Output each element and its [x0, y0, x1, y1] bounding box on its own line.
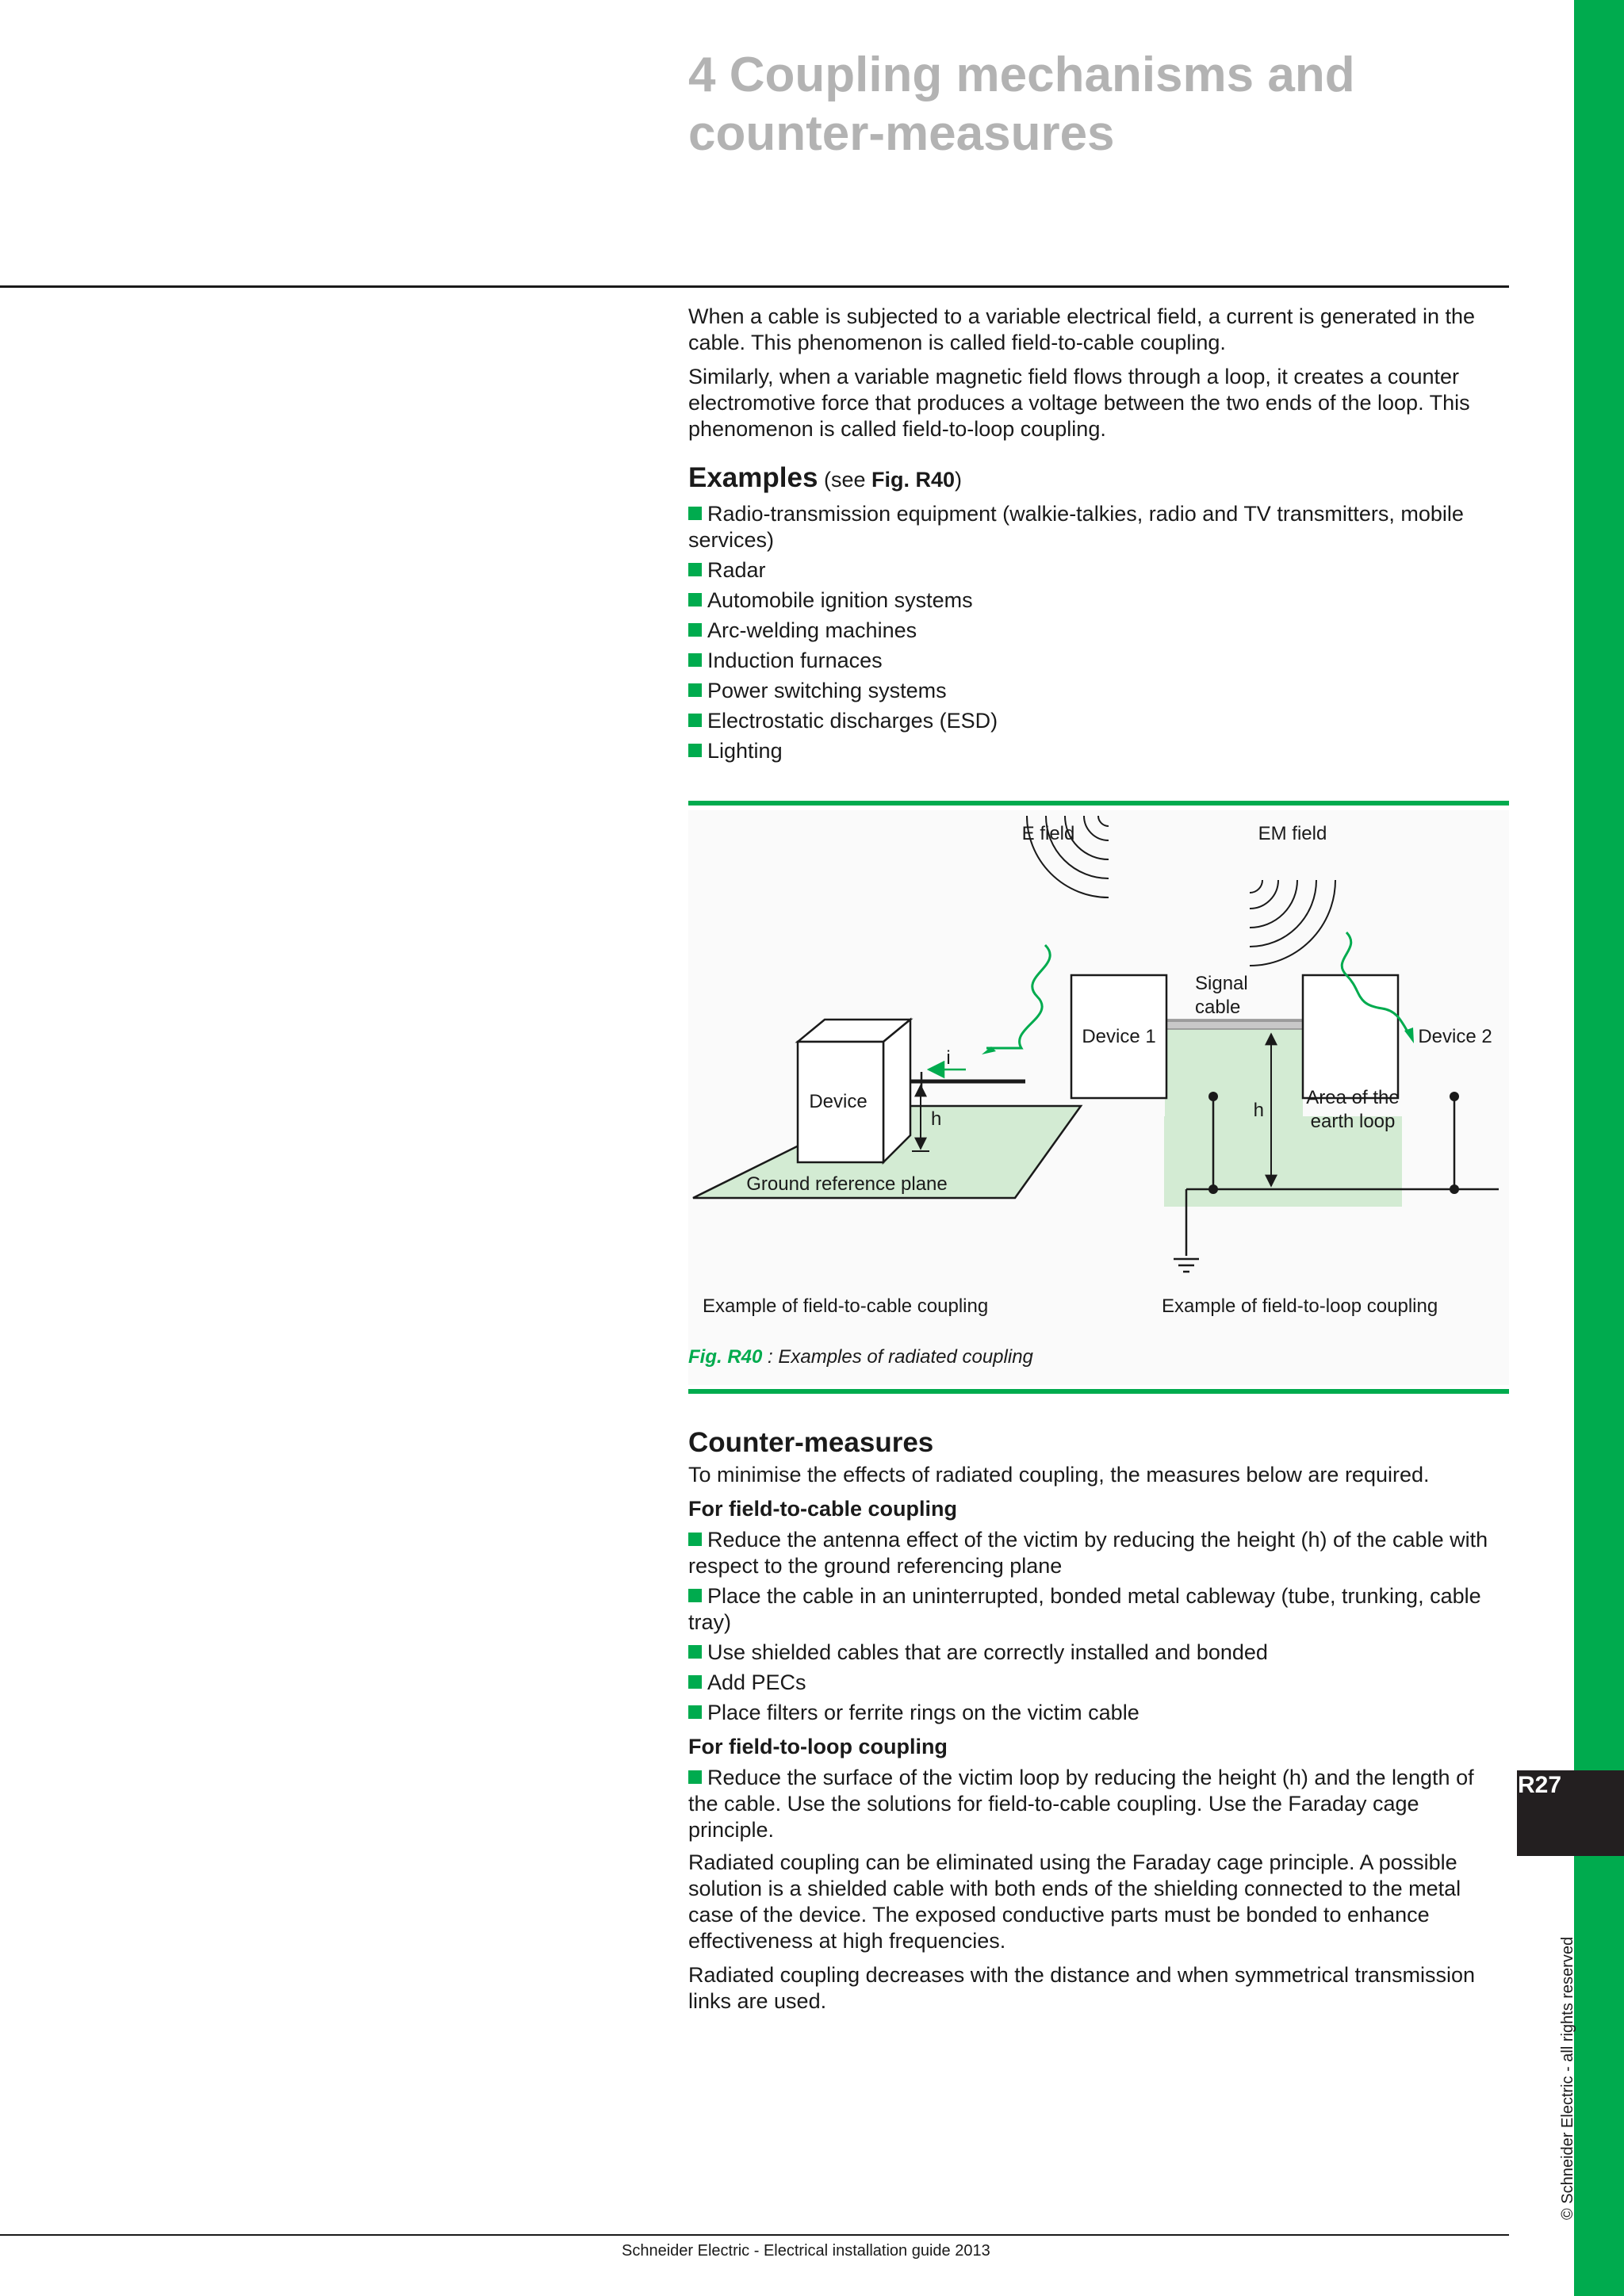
device-2-box	[1303, 975, 1398, 1098]
cable-coupling-heading: For field-to-cable coupling	[688, 1497, 957, 1521]
list-item-text: Place filters or ferrite rings on the victim cable	[707, 1701, 1139, 1724]
list-item-text: Induction furnaces	[707, 649, 883, 672]
ground-plane-label: Ground reference plane	[746, 1173, 948, 1195]
list-item	[688, 1670, 1509, 1696]
list-item	[688, 1700, 1509, 1726]
figure-top-rule	[688, 801, 1509, 806]
loop-fill-upper	[1165, 1029, 1303, 1039]
list-item	[688, 648, 1509, 674]
list-item-text: Electrostatic discharges (ESD)	[707, 709, 998, 733]
list-item	[688, 738, 1509, 764]
bullet-square-icon	[688, 1645, 702, 1659]
junction-dot	[1450, 1092, 1459, 1101]
radiation-arrow	[986, 945, 1050, 1048]
header-rule	[0, 285, 1509, 288]
list-item	[688, 678, 1509, 704]
countermeasures-section	[688, 1429, 1509, 2022]
height-label: h	[931, 1108, 942, 1130]
countermeasures-intro: To minimise the effects of radiated coupling, the measures below are required.	[688, 1463, 1430, 1487]
area-label-1: Area of the	[1306, 1087, 1400, 1108]
examples-ref-prefix: (see	[823, 468, 871, 492]
intro-paragraph-1: When a cable is subjected to a variable electrical field, a current is generated in the cable. This phenomenon is called field-to-cable coupling.	[688, 304, 1476, 354]
list-item-text: Reduce the surface of the victim loop by reducing the height (h) and the length of the cable. Use the solutions for field-to-cable coupling. Use the Faraday cage principle.	[688, 1766, 1474, 1842]
page-number-tab	[1517, 1770, 1624, 1856]
list-item-text: Use shielded cables that are correctly installed and bonded	[707, 1640, 1268, 1664]
examples-title: Examples	[688, 462, 818, 493]
bullet-square-icon	[688, 744, 702, 757]
intro-paragraph-2: Similarly, when a variable magnetic field flows through a loop, it creates a counter electromotive force that produces a voltage between the two ends of the loop. This phenomenon is called field-to-loop coupling.	[688, 365, 1470, 441]
page-number: R27	[1518, 1772, 1562, 1798]
bullet-square-icon	[688, 1589, 702, 1602]
list-item	[688, 1765, 1509, 1843]
signal-label-2: cable	[1195, 997, 1241, 1018]
field-to-cable-diagram	[693, 816, 1109, 1198]
em-field-label: EM field	[1258, 823, 1327, 844]
e-field-label: E field	[1021, 823, 1075, 844]
bullet-square-icon	[688, 714, 702, 727]
junction-dot	[1208, 1092, 1218, 1101]
bullet-square-icon	[688, 563, 702, 576]
bullet-square-icon	[688, 593, 702, 607]
list-item-text: Arc-welding machines	[707, 618, 917, 642]
bullet-square-icon	[688, 507, 702, 520]
list-item-text: Place the cable in an uninterrupted, bonded metal cableway (tube, trunking, cable tray)	[688, 1584, 1481, 1634]
countermeasures-heading: Counter-measures	[688, 1427, 934, 1458]
earth-ground-icon	[1174, 1259, 1199, 1272]
examples-list	[688, 501, 1509, 764]
device-1-label: Device 1	[1082, 1026, 1156, 1047]
chapter-title: 4 Coupling mechanisms and counter-measures	[688, 48, 1355, 161]
em-field-waves-icon	[1250, 880, 1335, 966]
footer-rule	[0, 2234, 1509, 2236]
area-label-2: earth loop	[1310, 1111, 1396, 1132]
bullet-square-icon	[688, 653, 702, 667]
figure-bottom-rule	[688, 1389, 1509, 1394]
bullet-square-icon	[688, 683, 702, 697]
loop-measures-list	[688, 1765, 1509, 1843]
list-item	[688, 618, 1509, 644]
intro-section	[688, 304, 1509, 768]
right-example-caption: Example of field-to-loop coupling	[1162, 1295, 1438, 1317]
list-item-text: Radar	[707, 558, 766, 582]
device-label: Device	[809, 1091, 868, 1112]
signal-cable-body	[1165, 1021, 1303, 1029]
distance-paragraph: Radiated coupling decreases with the distance and when symmetrical transmission links are used.	[688, 1963, 1475, 2013]
figure-number: Fig. R40	[688, 1346, 763, 1368]
signal-label-1: Signal	[1195, 973, 1248, 994]
list-item-text: Lighting	[707, 739, 783, 763]
left-example-caption: Example of field-to-cable coupling	[703, 1295, 989, 1317]
bullet-square-icon	[688, 1705, 702, 1719]
list-item	[688, 557, 1509, 584]
list-item-text: Power switching systems	[707, 679, 947, 702]
list-item	[688, 501, 1509, 553]
list-item-text: Automobile ignition systems	[707, 588, 973, 612]
bullet-square-icon	[688, 1533, 702, 1546]
list-item	[688, 1583, 1509, 1636]
radiated-coupling-diagram	[688, 810, 1509, 1334]
faraday-paragraph: Radiated coupling can be eliminated using the Faraday cage principle. A possible solution is a shielded cable with both ends of the shielding connected to the metal case of the device. The exposed conductive parts must be bonded to enhance effectiveness at high frequencies.	[688, 1850, 1461, 1953]
loop-coupling-heading: For field-to-loop coupling	[688, 1735, 948, 1758]
loop-fill-middle	[1165, 1039, 1303, 1116]
list-item-text: Add PECs	[707, 1670, 806, 1694]
bullet-square-icon	[688, 1675, 702, 1689]
cable-measures-list	[688, 1527, 1509, 1726]
list-item-text: Reduce the antenna effect of the victim by reducing the height (h) of the cable with respect to the ground referencing plane	[688, 1528, 1488, 1578]
field-to-loop-diagram	[1071, 823, 1499, 1272]
list-item	[688, 1527, 1509, 1579]
list-item	[688, 587, 1509, 614]
current-label: i	[946, 1047, 951, 1069]
figure-title: : Examples of radiated coupling	[762, 1346, 1033, 1368]
bullet-square-icon	[688, 1770, 702, 1784]
list-item	[688, 708, 1509, 734]
junction-dot	[1450, 1184, 1459, 1194]
examples-ref-suffix: )	[955, 468, 963, 492]
junction-dot	[1208, 1184, 1218, 1194]
list-item-text: Radio-transmission equipment (walkie-talkies, radio and TV transmitters, mobile services)	[688, 502, 1464, 552]
copyright-notice: © Schneider Electric - all rights reserved	[1559, 1936, 1576, 2220]
loop-height-label: h	[1253, 1100, 1264, 1121]
footer-text: Schneider Electric - Electrical installation guide 2013	[622, 2242, 990, 2260]
figure-caption	[688, 1346, 1033, 1368]
green-side-strip	[1574, 0, 1624, 2296]
examples-heading	[688, 462, 1509, 493]
list-item	[688, 1640, 1509, 1666]
device-2-label: Device 2	[1418, 1026, 1492, 1047]
examples-figure-ref: Fig. R40	[871, 468, 956, 492]
bullet-square-icon	[688, 623, 702, 637]
